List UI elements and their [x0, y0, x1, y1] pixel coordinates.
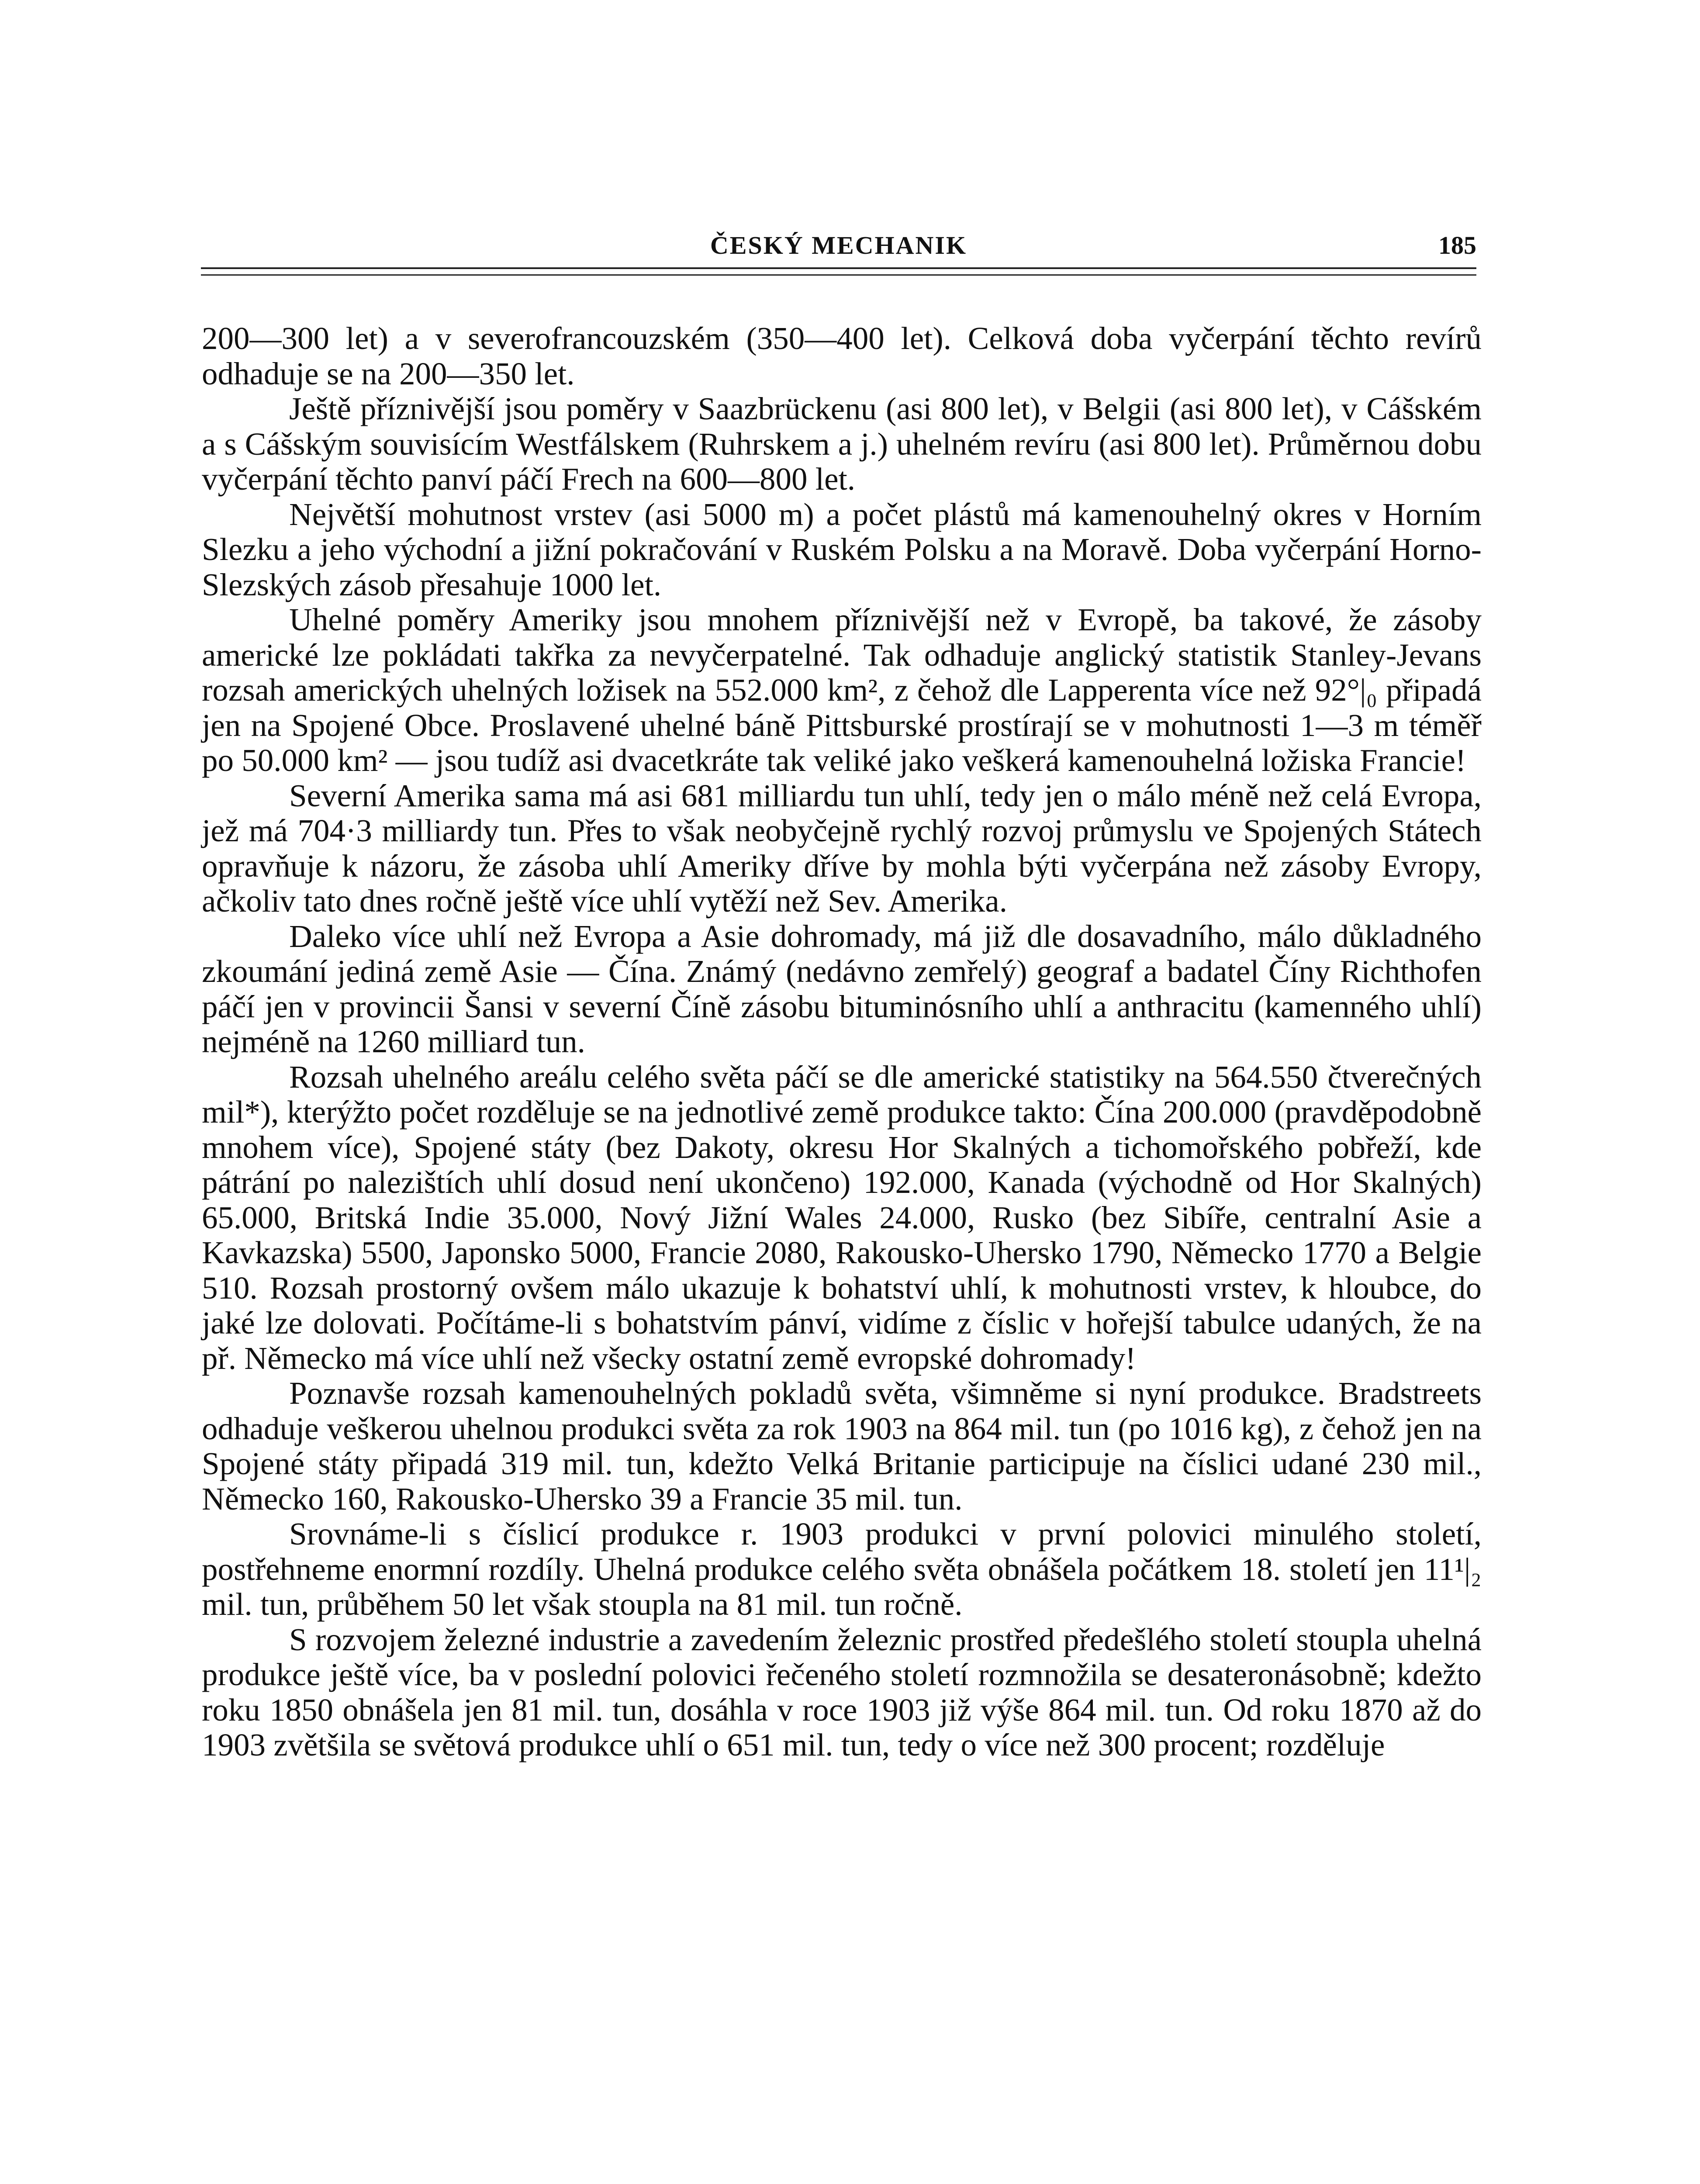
paragraph-2: Ještě příznivější jsou poměry v Saazbrückenu (asi 800 let), v Belgii (asi 800 let), v Cášském a s Cášským souvisícím Westfálskem (Ruhrskem a j.) uhelném revíru (asi 800 let). Průměrnou dobu vyčerpání těchto panví páčí Frech na 600—800 let. — [202, 391, 1482, 497]
header-rule-top — [201, 267, 1476, 269]
body-text — [202, 321, 1482, 1763]
paragraph-5: Severní Amerika sama má asi 681 milliardu tun uhlí, tedy jen o málo méně než celá Evropa, jež má 704·3 milliardy tun. Přes to však neobyčejně rychlý rozvoj průmyslu ve Spojených Státech opravňuje k názoru, že zásoba uhlí Ameriky dříve by mohla býti vyčerpána než zásoby Evropy, ačkoliv tato dnes ročně ještě více uhlí vytěží než Sev. Amerika. — [202, 778, 1482, 919]
running-title: ČESKÝ MECHANIK — [710, 231, 967, 259]
running-header — [201, 227, 1476, 266]
paragraph-6: Daleko více uhlí než Evropa a Asie dohromady, má již dle dosavadního, málo důkladného zkoumání jediná země Asie — Čína. Známý (nedávno zemřelý) geograf a badatel Číny Richthofen páčí jen v provincii Šansi v severní Číně zásobu bituminósního uhlí a anthracitu (kamenného uhlí) nejméně na 1260 milliard tun. — [202, 918, 1482, 1059]
paragraph-7: Rozsah uhelného areálu celého světa páčí se dle americké statistiky na 564.550 čtverečných mil*), kterýžto počet rozděluje se na jednotlivé země produkce takto: Čína 200.000 (pravděpodobně mnohem více), Spojené státy (bez Dakoty, okresu Hor Skalných a tichomořského pobřeží, kde pátrání po nalezištích uhlí dosud není ukončeno) 192.000, Kanada (východně od Hor Skalných) 65.000, Britská Indie 35.000, Nový Jižní Wales 24.000, Rusko (bez Sibíře, centralní Asie a Kavkazska) 5500, Japonsko 5000, Francie 2080, Rakousko-Uhersko 1790, Německo 1770 a Belgie 510. Rozsah prostorný ovšem málo ukazuje k bohatství uhlí, k mohutnosti vrstev, k hloubce, do jaké lze dolovati. Počítáme-li s bohatstvím pánví, vidíme z číslic v hořejší tabulce udaných, že na př. Německo má více uhlí než všecky ostatní země evropské dohromady! — [202, 1059, 1482, 1376]
paragraph-9: Srovnáme-li s číslicí produkce r. 1903 produkci v první polovici minulého století, postřehneme enormní rozdíly. Uhelná produkce celého světa obnášela počátkem 18. století jen 11¹|₂ mil. tun, průběhem 50 let však stoupla na 81 mil. tun ročně. — [202, 1516, 1482, 1622]
header-rule-bottom — [201, 274, 1476, 276]
paragraph-10: S rozvojem železné industrie a zavedením železnic prostřed předešlého století stoupla uhelná produkce ještě více, ba v poslední polovici řečeného století rozmnožila se desateronásobně; kdežto roku 1850 obnášela jen 81 mil. tun, dosáhla v roce 1903 již výše 864 mil. tun. Od roku 1870 až do 1903 zvětšila se světová produkce uhlí o 651 mil. tun, tedy o více než 300 procent; rozděluje — [202, 1621, 1482, 1762]
paragraph-1: 200—300 let) a v severofrancouzském (350—400 let). Celková doba vyčerpání těchto revírů odhaduje se na 200—350 let. — [202, 321, 1482, 391]
paragraph-8: Poznavše rozsah kamenouhelných pokladů světa, všimněme si nyní produkce. Bradstreets odhaduje veškerou uhelnou produkci světa za rok 1903 na 864 mil. tun (po 1016 kg), z čehož jen na Spojené státy připadá 319 mil. tun, kdežto Velká Britanie participuje na číslici udané 230 mil., Německo 160, Rakousko-Uhersko 39 a Francie 35 mil. tun. — [202, 1375, 1482, 1517]
paragraph-3: Největší mohutnost vrstev (asi 5000 m) a počet plástů má kamenouhelný okres v Horním Slezku a jeho východní a jižní pokračování v Ruském Polsku a na Moravě. Doba vyčerpání Horno-Slezských zásob přesahuje 1000 let. — [202, 496, 1482, 602]
paragraph-4: Uhelné poměry Ameriky jsou mnohem příznivější než v Evropě, ba takové, že zásoby americké lze pokládati takřka za nevyčerpatelné. Tak odhaduje anglický statistik Stanley-Jevans rozsah amerických uhelných ložisek na 552.000 km², z čehož dle Lapperenta více než 92°|₀ připadá jen na Spojené Obce. Proslavené uhelné báně Pittsburské prostírají se v mohutnosti 1—3 m téměř po 50.000 km² — jsou tudíž asi dvacetkráte tak veliké jako veškerá kamenouhelná ložiska Francie! — [202, 602, 1482, 778]
page-number: 185 — [1438, 231, 1476, 259]
